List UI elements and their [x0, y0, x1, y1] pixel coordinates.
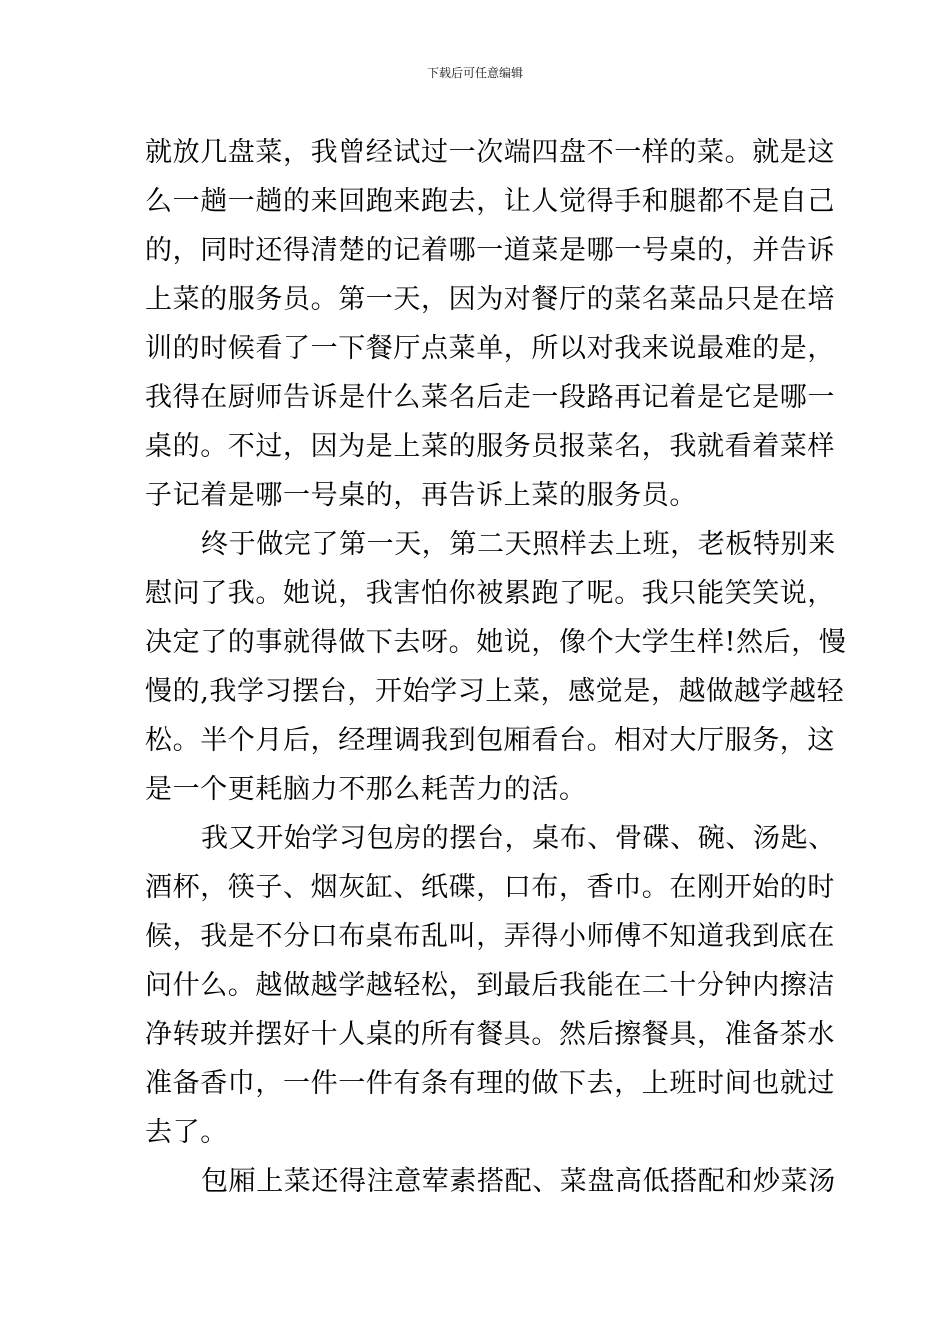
text-line: 包厢上菜还得注意荤素搭配、菜盘高低搭配和炒菜汤: [201, 1166, 836, 1197]
text-line: 慰问了我。她说，我害怕你被累跑了呢。我只能笑笑说，: [145, 578, 835, 609]
paragraph: [145, 520, 847, 814]
text-line: 准备香巾，一件一件有条有理的做下去，上班时间也就过: [145, 1068, 835, 1099]
paragraph: [145, 128, 835, 520]
header-note: 下载后可任意编辑: [426, 66, 523, 80]
text-line: 净转玻并摆好十人桌的所有餐具。然后擦餐具，准备茶水: [145, 1019, 835, 1050]
text-line: 是一个更耗脑力不那么耗苦力的活。: [145, 774, 587, 805]
text-line: 么一趟一趟的来回跑来跑去，让人觉得手和腿都不是自己: [145, 186, 835, 217]
text-line: 我得在厨师告诉是什么菜名后走一段路再记着是它是哪一: [145, 382, 835, 413]
text-line: 桌的。不过，因为是上菜的服务员报菜名，我就看着菜样: [145, 431, 835, 462]
paragraph: [145, 1157, 836, 1206]
text-line: 我又开始学习包房的摆台，桌布、骨碟、碗、汤匙、: [201, 823, 836, 854]
text-line: 松。半个月后，经理调我到包厢看台。相对大厅服务，这: [145, 725, 835, 756]
text-line: 子记着是哪一号桌的，再告诉上菜的服务员。: [145, 480, 697, 511]
text-line: 终于做完了第一天，第二天照样去上班，老板特别来: [201, 529, 836, 560]
body-text: [145, 128, 847, 1206]
text-line: 就放几盘菜，我曾经试过一次端四盘不一样的菜。就是这: [145, 137, 835, 168]
text-line: 候，我是不分口布桌布乱叫，弄得小师傅不知道我到底在: [145, 921, 835, 952]
text-line: 决定了的事就得做下去呀。她说，像个大学生样!然后，慢: [145, 627, 847, 658]
text-line: 去了。: [145, 1117, 228, 1148]
text-line: 上菜的服务员。第一天，因为对餐厅的菜名菜品只是在培: [145, 284, 835, 315]
paragraph: [145, 814, 836, 1157]
text-line: 训的时候看了一下餐厅点菜单，所以对我来说最难的是，: [145, 333, 835, 364]
text-line: 酒杯，筷子、烟灰缸、纸碟，口布，香巾。在刚开始的时: [145, 872, 835, 903]
text-line: 的，同时还得清楚的记着哪一道菜是哪一号桌的，并告诉: [145, 235, 835, 266]
text-line: 慢的,我学习摆台，开始学习上菜，感觉是，越做越学越轻: [145, 676, 845, 707]
text-line: 问什么。越做越学越轻松，到最后我能在二十分钟内擦洁: [145, 970, 835, 1001]
